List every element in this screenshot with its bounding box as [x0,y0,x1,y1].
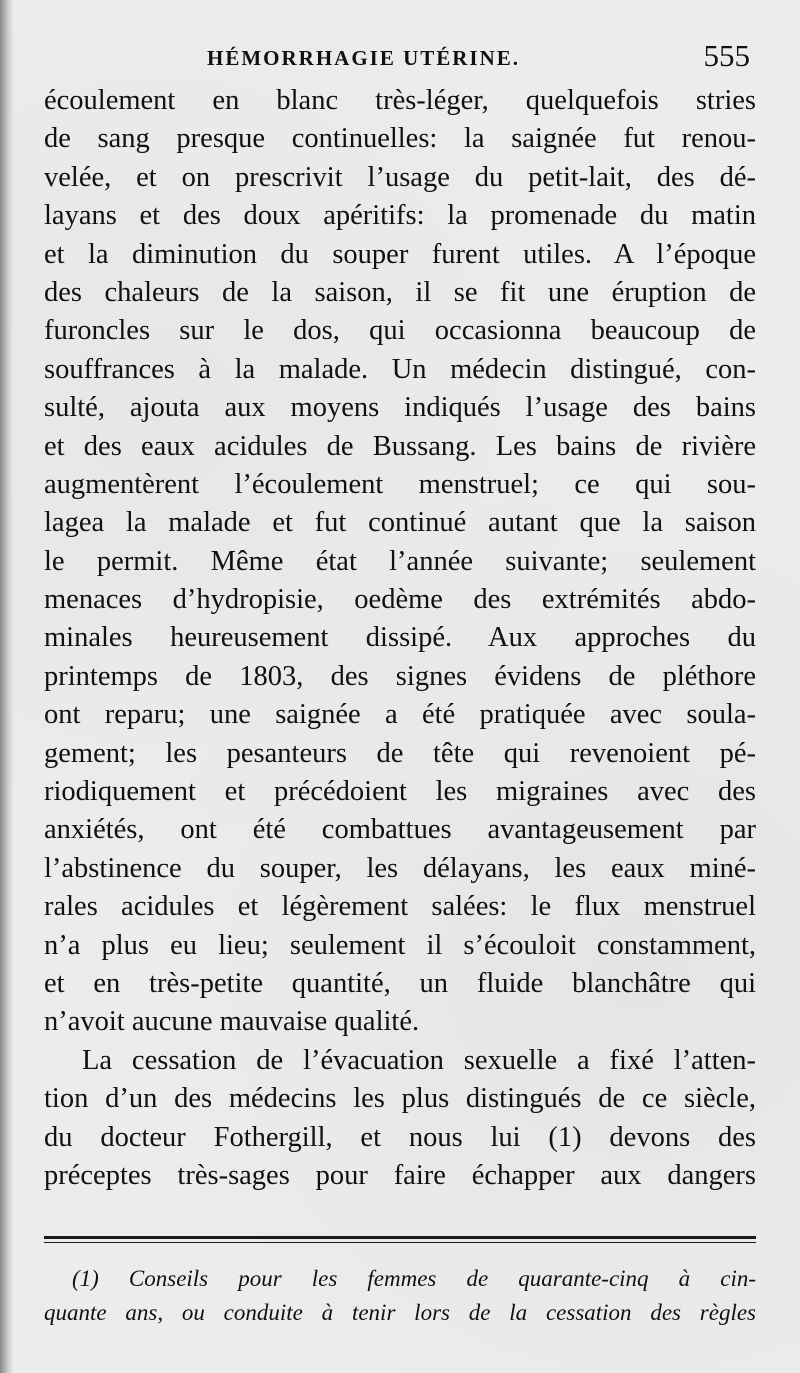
text-line: layans et des doux apéritifs: la promenade du matin [44,200,756,232]
text-line: l’abstinence du souper, les délayans, les eaux miné- [44,852,756,884]
text-line: tion d’un des médecins les plus distingués de ce siècle, [44,1083,756,1115]
page-header [40,38,756,78]
running-title: HÉMORRHAGIE UTÉRINE. [207,46,521,70]
text-line: minales heureusement dissipé. Aux approches du [44,622,756,654]
text-line: et en très-petite quantité, un fluide blanchâtre qui [44,967,756,999]
separator-rule-thick [44,1236,756,1239]
footnote [44,1262,756,1330]
text-line: souffrances à la malade. Un médecin distingué, con- [44,353,756,385]
text-line: ont reparu; une saignée a été pratiquée avec soula- [44,699,756,731]
footnote-line: quante ans, ou conduite à tenir lors de la cessation des règles [44,1300,756,1325]
text-line: lagea la malade et fut continué autant que la saison [44,507,756,539]
text-line: et des eaux acidules de Bussang. Les bains de rivière [44,430,756,462]
text-line: riodiquement et précédoient les migraines avec des [44,776,756,808]
paragraph-start-line: La cessation de l’évacuation sexuelle a fixé l’atten- [82,1044,756,1076]
text-line: du docteur Fothergill, et nous lui (1) devons des [44,1121,756,1153]
text-line: de sang presque continuelles: la saignée fut renou- [44,123,756,155]
paragraph-end-line: n’avoit aucune mauvaise qualité. [44,1006,420,1038]
text-line: velée, et on prescrivit l’usage du petit-lait, des dé- [44,161,756,193]
text-line: menaces d’hydropisie, oedème des extrémités abdo- [44,584,756,616]
footnote-separator [44,1236,756,1243]
text-line: printemps de 1803, des signes évidens de pléthore [44,660,756,692]
text-line: furoncles sur le dos, qui occasionna beaucoup de [44,315,756,347]
text-line: des chaleurs de la saison, il se fit une éruption de [44,276,756,308]
text-line: préceptes très-sages pour faire échapper aux dangers [44,1159,756,1191]
text-line: écoulement en blanc très-léger, quelquefois stries [44,85,756,116]
text-line: et la diminution du souper furent utiles. A l’époque [44,238,756,270]
text-line: n’a plus eu lieu; seulement il s’écouloit constamment, [44,929,756,961]
text-line: rales acidules et légèrement salées: le flux menstruel [44,891,756,923]
text-line: sulté, ajouta aux moyens indiqués l’usage des bains [44,392,756,424]
text-line: le permit. Même état l’année suivante; seulement [44,545,756,577]
text-line: augmentèrent l’écoulement menstruel; ce qui sou- [44,468,756,500]
body-text [44,82,756,1195]
text-line: anxiétés, ont été combattues avantageusement par [44,814,756,846]
separator-rule-thin [44,1242,756,1243]
page-number: 555 [703,38,750,73]
page-edge-shadow [0,0,14,1373]
footnote-line: (1) Conseils pour les femmes de quarante-cinq à cin- [72,1266,756,1291]
text-line: gement; les pesanteurs de tête qui revenoient pé- [44,737,756,769]
